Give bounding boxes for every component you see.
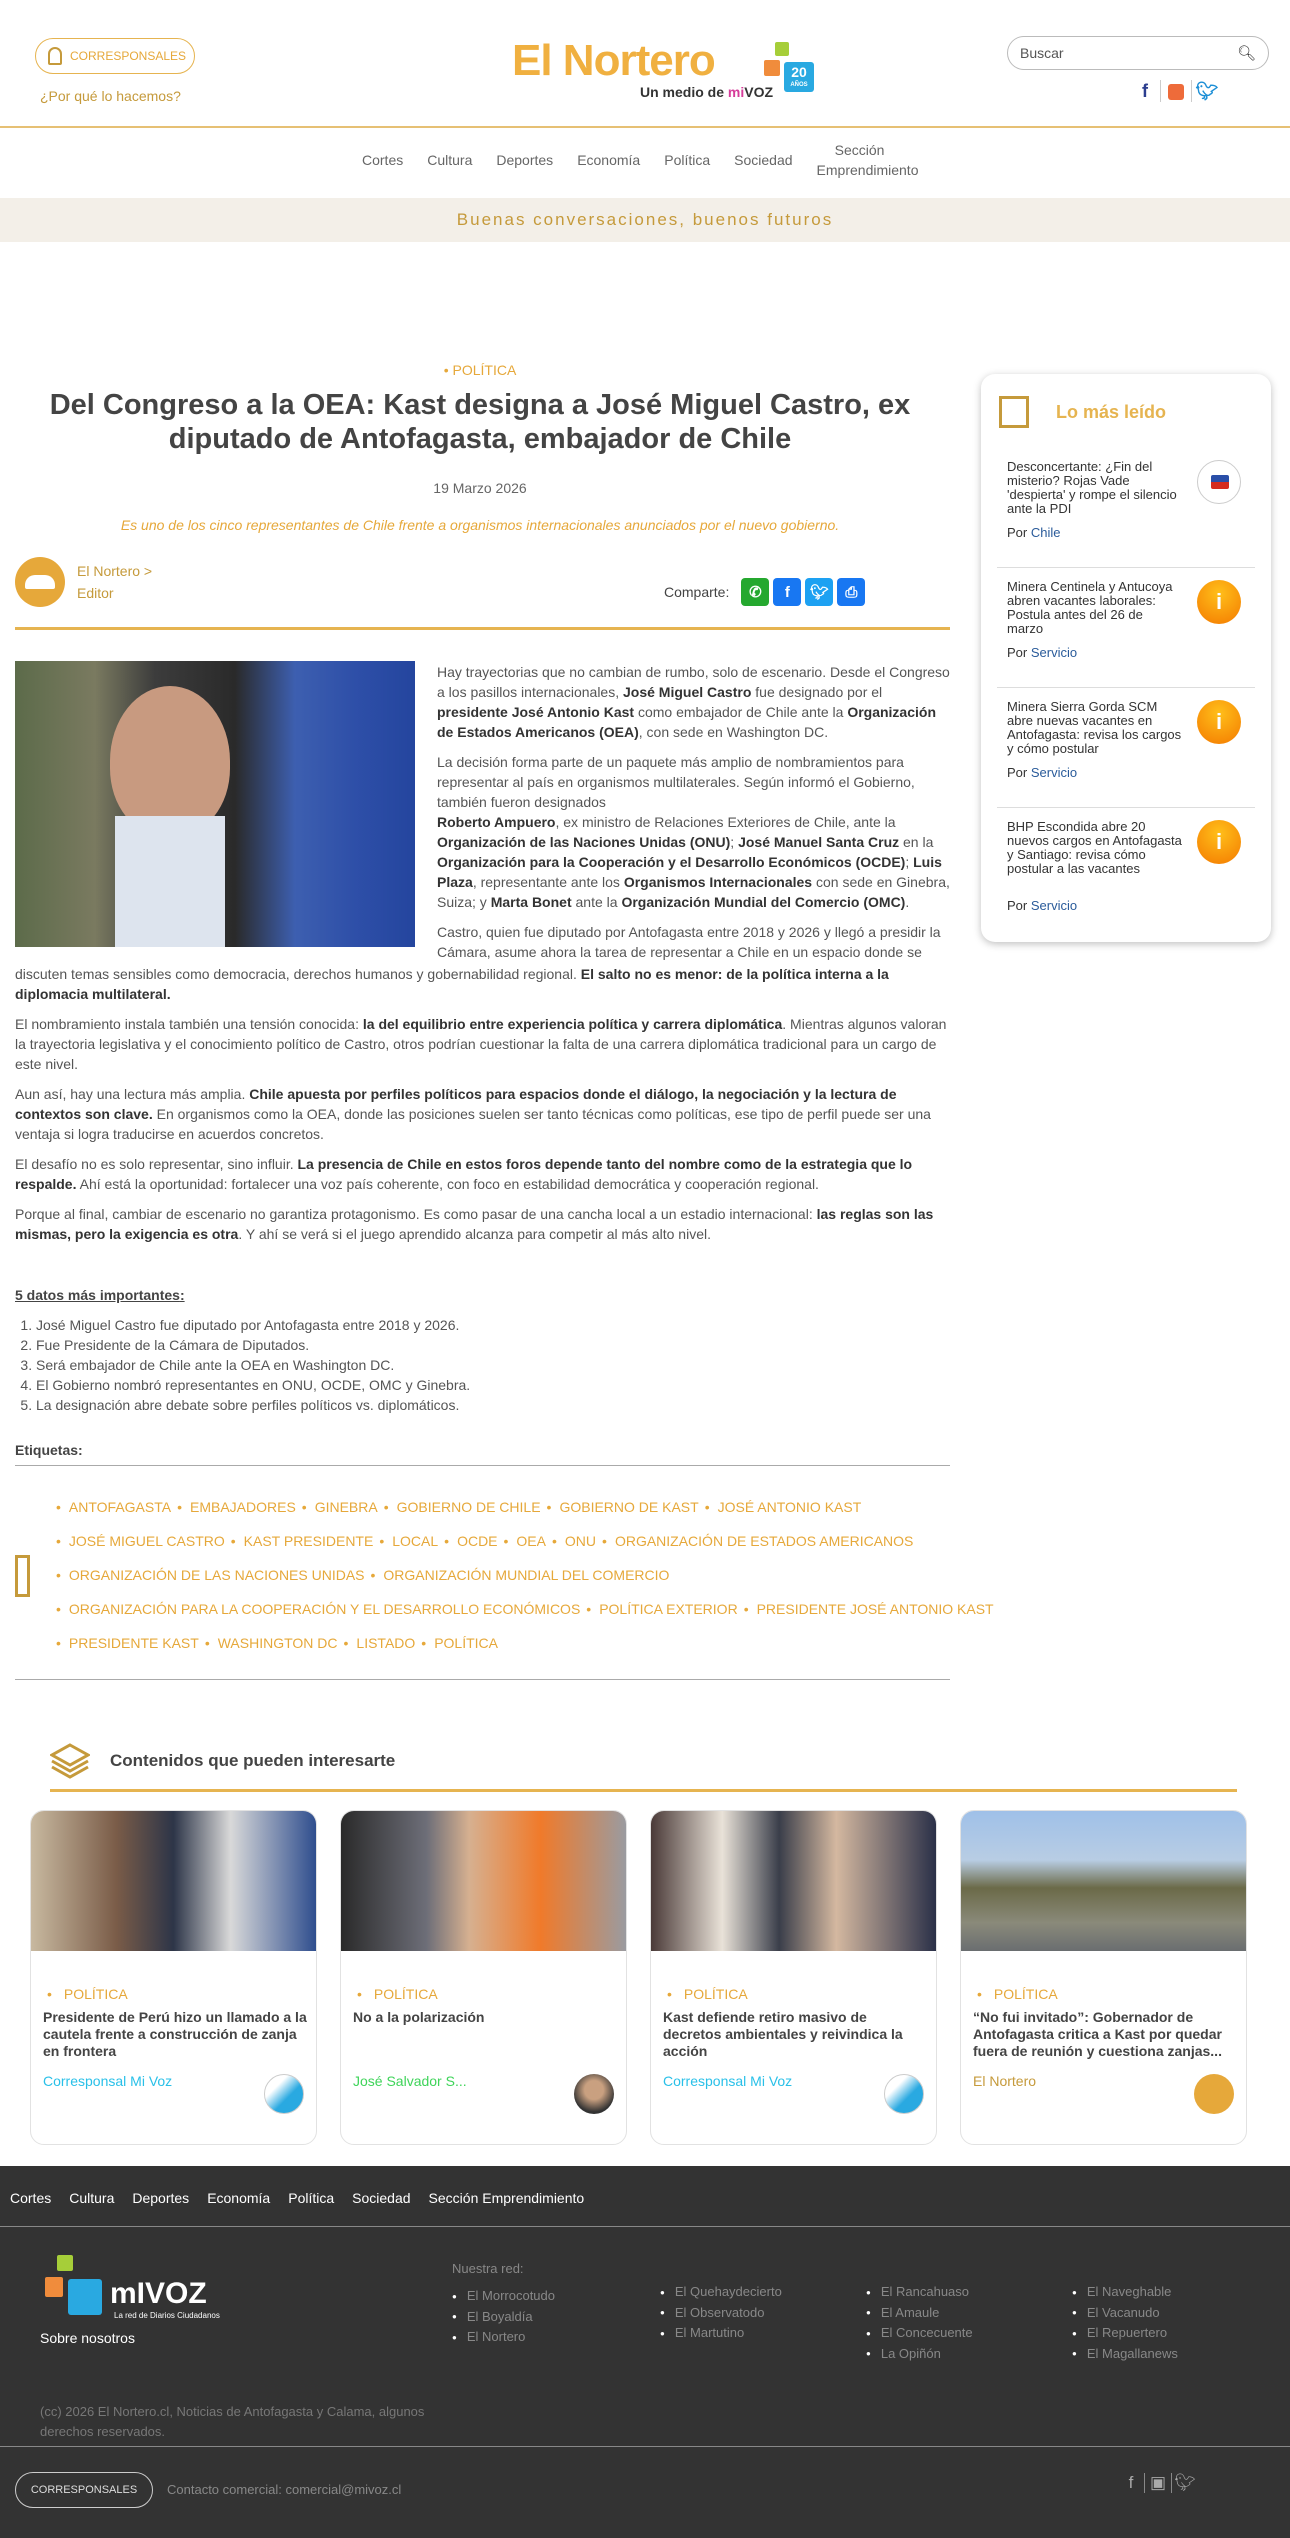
author-block [15, 557, 152, 607]
related-heading: Contenidos que pueden interesarte [110, 1751, 396, 1770]
info-icon: i [1197, 820, 1241, 864]
about-link[interactable]: Sobre nosotros [40, 2330, 135, 2346]
footer-nav-emprendimiento[interactable]: Sección Emprendimiento [428, 2190, 585, 2206]
info-icon: i [1197, 580, 1241, 624]
network-column [452, 2286, 555, 2348]
search-input[interactable]: Buscar [1020, 45, 1064, 61]
item-title[interactable]: Minera Sierra Gorda SCM abre nuevas vacantes en Antofagasta: revisa los cargos y cómo postular [1007, 699, 1182, 756]
logo-bubble-green [775, 42, 789, 56]
tag-link[interactable]: • POLÍTICA [421, 1635, 498, 1651]
card-author[interactable]: Corresponsal Mi Voz [43, 2073, 173, 2089]
related-card[interactable] [30, 1810, 317, 2145]
tag-link[interactable]: • LOCAL [379, 1533, 438, 1549]
card-category[interactable]: • POLÍTICA [47, 1986, 128, 2002]
facebook-icon[interactable]: f [1142, 80, 1148, 101]
search-box[interactable] [1007, 36, 1269, 70]
tags-list [56, 1490, 994, 1660]
why-link[interactable]: ¿Por qué lo hacemos? [40, 88, 181, 104]
item-author[interactable]: Chile [1030, 525, 1061, 540]
facts-heading: 5 datos más importantes: [15, 1287, 185, 1303]
whatsapp-share-button[interactable]: ✆ [741, 578, 769, 606]
card-image [31, 1811, 316, 1951]
mivoz-avatar [264, 2074, 304, 2114]
tag-link[interactable]: • LISTADO [344, 1635, 416, 1651]
item-title[interactable]: Desconcertante: ¿Fin del misterio? Rojas Vade 'despierta' y rompe el silencio ante la PDI [1007, 459, 1177, 516]
tags-label: Etiquetas: [15, 1442, 83, 1458]
newspaper-icon [999, 396, 1029, 428]
network-link[interactable]: El Concecuente [880, 2325, 973, 2341]
tag-link[interactable]: • ORGANIZACIÓN DE LAS NACIONES UNIDAS [56, 1567, 365, 1583]
most-read-title: Lo más leído [1056, 402, 1167, 422]
article-body-intro: Hay trayectorias que no cambian de rumbo, solo de escenario. Desde el Congreso a los pasillos internacionales, José Miguel Castro fue designado por el presidente José Antonio Kast como embajador de Chile ante la Organización de Estados Americanos (OEA), con sede en Washington DC. La decisión forma parte de un paquete más amplio de nombramientos para representar al país en organismos multilaterales. Según informó el Gobierno, también fueron designados Roberto Ampuero, ex ministro de Relaciones Exteriores de Chile, ante la Organización de las Naciones Unidas (ONU); José Manuel Santa Cruz en la Organización para la Cooperación y el Desarrollo Económicos (OCDE); Luis Plaza, representante ante los Organismos Internacionales con sede en Ginebra, Suiza; y Marta Bonet ante la Organización Mundial del Comercio (OMC). Castro, quien fue diputado por Antofagasta entre 2018 y 2026 y llegó a presidir la Cámara, asume ahora la tarea de representar a Chile en un espacio donde se [437, 664, 950, 960]
site-logo[interactable] [512, 36, 822, 108]
author-role: Editor [77, 585, 114, 601]
nav-cultura[interactable]: Cultura [427, 152, 473, 168]
twitter-share-button[interactable]: 🐦︎ [805, 578, 833, 606]
footer-social-links [1118, 2473, 1198, 2493]
network-label: Nuestra red: [452, 2261, 524, 2276]
author-avatar [574, 2074, 614, 2114]
fact-item: 1. José Miguel Castro fue diputado por Antofagasta entre 2018 y 2026. [36, 1315, 470, 1335]
most-read-item[interactable]: BHP Escondida abre 20 nuevos cargos en Antofagasta y Santiago: revisa cómo postular a las vacantes Por Servicio i [997, 820, 1255, 928]
tag-link[interactable]: • OEA [504, 1533, 546, 1549]
related-card[interactable] [960, 1810, 1247, 2145]
tag-link[interactable]: • GINEBRA [302, 1499, 378, 1515]
article-divider [15, 627, 950, 630]
item-title[interactable]: BHP Escondida abre 20 nuevos cargos en Antofagasta y Santiago: revisa cómo postular a las vacantes [1007, 819, 1182, 876]
chile-flag-icon [1197, 460, 1241, 504]
logo-bubble-orange [764, 60, 780, 76]
network-column [1072, 2282, 1178, 2364]
header-divider [0, 126, 1290, 128]
info-icon: i [1197, 700, 1241, 744]
network-column [660, 2282, 782, 2344]
most-read-item[interactable]: Minera Centinela y Antucoya abren vacantes laborales: Postula antes del 26 de marzo Por Servicio i [997, 580, 1255, 688]
print-button[interactable]: ⎙ [837, 578, 865, 606]
network-column [866, 2282, 973, 2364]
tag-link[interactable]: • POLÍTICA EXTERIOR [586, 1601, 737, 1617]
tag-link[interactable]: • ORGANIZACIÓN DE ESTADOS AMERICANOS [602, 1533, 913, 1549]
nav-emprendimiento[interactable]: Sección Emprendimiento [816, 142, 919, 178]
tag-link[interactable]: • EMBAJADORES [177, 1499, 296, 1515]
nav-deportes[interactable]: Deportes [496, 152, 554, 168]
most-read-item[interactable]: Minera Sierra Gorda SCM abre nuevas vacantes en Antofagasta: revisa los cargos y cómo postular Por Servicio i [997, 700, 1255, 808]
nav-cortes[interactable]: Cortes [362, 152, 404, 168]
layers-icon [50, 1743, 90, 1779]
tag-link[interactable]: • OCDE [444, 1533, 497, 1549]
network-link[interactable]: El Repuertero [1086, 2325, 1168, 2341]
network-link[interactable]: El Nortero [466, 2329, 526, 2345]
tag-link[interactable]: • ANTOFAGASTA [56, 1499, 171, 1515]
card-category[interactable]: • POLÍTICA [977, 1986, 1058, 2002]
footer-nav-economia[interactable]: Economía [207, 2190, 271, 2206]
footer-nav [10, 2190, 584, 2206]
footer-corresponsales-button[interactable]: CORRESPONSALES [15, 2472, 153, 2508]
card-category[interactable]: • POLÍTICA [357, 1986, 438, 2002]
network-link[interactable]: El Vacanudo [1086, 2304, 1160, 2320]
card-image [651, 1811, 936, 1951]
footer-nav-sociedad[interactable]: Sociedad [352, 2190, 411, 2206]
tags-icon [15, 1555, 30, 1597]
tag-link[interactable]: • PRESIDENTE JOSÉ ANTONIO KAST [744, 1601, 994, 1617]
card-author[interactable]: El Nortero [973, 2073, 1037, 2089]
item-author[interactable]: Servicio [1030, 645, 1078, 660]
article-body: discuten temas sensibles como democracia, derechos humanos y gobernabilidad regional. El salto no es menor: de la política interna a la diplomacia multilateral. El nombramiento instala también una tensión conocida: la del equilibrio entre experiencia política y carrera diplomática. Mientras algunos valoran la trayectoria legislativa y el conocimiento político de Castro, otros podrían cuestionar la falta de una carrera diplomática tradicional para un cargo de este nivel. Aun así, hay una lectura más amplia. Chile apuesta por perfiles políticos para espacios donde el diálogo, la negociación y la lectura de contextos son clave. En organismos como la OEA, donde las posiciones suelen ser tanto técnicas como políticas, ese tipo de perfil puede ser una ventaja si logra traducirse en acuerdos concretos. El desafío no es solo representar, sino influir. La presencia de Chile en estos foros depende tanto del nombre como de la estrategia que lo respalde. Ahí está la oportunidad: fortalecer una voz país coherente, con foco en estabilidad democrática y cooperación regional. Porque al final, cambiar de escenario no garantiza protagonismo. Es como pasar de una cancha local a un estadio internacional: las reglas son las mismas, pero la exigencia es otra. Y ahí se verá si el juego aprendido alcanza para competir al más alto nivel. [15, 966, 947, 1242]
network-link[interactable]: El Observatodo [674, 2304, 765, 2320]
most-read-item[interactable]: Desconcertante: ¿Fin del misterio? Rojas Vade 'despierta' y rompe el silencio ante la PDI Por Chile [997, 460, 1255, 568]
twitter-icon[interactable]: 🐦︎ [1174, 2473, 1196, 2492]
card-title[interactable]: Kast defiende retiro masivo de decretos ambientales y reivindica la acción [663, 2009, 903, 2059]
corresponsales-label: CORRESPONSALES [70, 49, 187, 63]
card-author[interactable]: Corresponsal Mi Voz [663, 2073, 793, 2089]
logo-title: El Nortero [512, 36, 715, 85]
card-title[interactable]: Presidente de Perú hizo un llamado a la cautela frente a construcción de zanja en frontera [43, 2009, 307, 2059]
fact-item: 2. Fue Presidente de la Cámara de Diputados. [36, 1335, 470, 1355]
tag-link[interactable]: • PRESIDENTE KAST [56, 1635, 199, 1651]
el-nortero-avatar [1194, 2074, 1234, 2114]
nav-sociedad[interactable]: Sociedad [734, 152, 793, 168]
most-read-panel [981, 374, 1271, 942]
footer-nav-deportes[interactable]: Deportes [132, 2190, 190, 2206]
search-icon[interactable]: 🔍︎ [1236, 45, 1256, 62]
tag-link[interactable]: • JOSÉ ANTONIO KAST [705, 1499, 862, 1515]
network-link[interactable]: El Boyaldía [466, 2308, 533, 2324]
card-category[interactable]: • POLÍTICA [667, 1986, 748, 2002]
tag-link[interactable]: • GOBIERNO DE CHILE [384, 1499, 541, 1515]
commercial-contact[interactable]: Contacto comercial: comercial@mivoz.cl [167, 2482, 402, 2497]
network-link[interactable]: El Rancahuaso [880, 2284, 970, 2299]
footer-divider [0, 2226, 1290, 2227]
article-title: Del Congreso a la OEA: Kast designa a José Miguel Castro, ex diputado de Antofagasta, embajador de Chile [49, 389, 911, 455]
nav-economia[interactable]: Economía [577, 152, 641, 168]
author-name[interactable]: El Nortero > [77, 563, 153, 579]
tag-link[interactable]: • WASHINGTON DC [205, 1635, 338, 1651]
card-title[interactable]: No a la polarización [353, 2009, 485, 2025]
article-date: 19 Marzo 2026 [433, 480, 527, 496]
share-bar [664, 578, 865, 606]
tag-link[interactable]: • KAST PRESIDENTE [231, 1533, 374, 1549]
tag-link[interactable]: • GOBIERNO DE KAST [547, 1499, 699, 1515]
card-author[interactable]: José Salvador S... [353, 2073, 467, 2089]
tag-link[interactable]: • ORGANIZACIÓN PARA LA COOPERACIÓN Y EL DESARROLLO ECONÓMICOS [56, 1601, 580, 1617]
tags-divider [15, 1465, 950, 1466]
item-author[interactable]: Servicio [1030, 765, 1078, 780]
network-link[interactable]: El Morrocotudo [466, 2288, 555, 2303]
network-link[interactable]: El Magallanews [1086, 2345, 1178, 2361]
network-link[interactable]: El Naveghable [1086, 2284, 1172, 2299]
article-lead: Es uno de los cinco representantes de Chile frente a organismos internacionales anunciados por el nuevo gobierno. [120, 517, 840, 533]
network-link[interactable]: La Opiñón [880, 2345, 941, 2361]
fact-item: 3. Será embajador de Chile ante la OEA en Washington DC. [36, 1355, 470, 1375]
copyright: (cc) 2026 El Nortero.cl, Noticias de Antofagasta y Calama, algunos derechos reservados. [40, 2404, 425, 2439]
related-card[interactable] [340, 1810, 627, 2145]
card-image [341, 1811, 626, 1951]
article-category[interactable]: • POLÍTICA [443, 362, 517, 378]
tag-link[interactable]: • ONU [552, 1533, 596, 1549]
author-avatar[interactable] [15, 557, 65, 607]
footer-nav-politica[interactable]: Política [288, 2190, 335, 2206]
card-title[interactable]: “No fui invitado”: Gobernador de Antofagasta critica a Kast por quedar fuera de reunión y cuestiona zanjas... [973, 2009, 1222, 2059]
tag-link[interactable]: • JOSÉ MIGUEL CASTRO [56, 1533, 225, 1549]
facts-list [20, 1315, 470, 1415]
footer-nav-cortes[interactable]: Cortes [10, 2190, 52, 2206]
twitter-icon[interactable]: 🐦︎ [1195, 80, 1219, 101]
network-link[interactable]: El Martutino [674, 2325, 745, 2341]
network-link[interactable]: El Quehaydecierto [674, 2284, 782, 2299]
related-card[interactable] [650, 1810, 937, 2145]
fact-item: 4. El Gobierno nombró representantes en ONU, OCDE, OMC y Ginebra. [36, 1375, 470, 1395]
reporter-icon [48, 47, 62, 65]
mivoz-avatar [884, 2074, 924, 2114]
share-label: Comparte: [664, 584, 730, 600]
nav-politica[interactable]: Política [664, 152, 711, 168]
corresponsales-button[interactable] [35, 38, 195, 74]
header-social-links [1130, 80, 1222, 102]
footer-nav-cultura[interactable]: Cultura [69, 2190, 115, 2206]
footer-divider-bottom [0, 2446, 1290, 2447]
mivoz-logo[interactable]: mIVOZ La red de Diarios Ciudadanos [40, 2255, 240, 2325]
instagram-icon[interactable] [1161, 81, 1191, 102]
logo-subtitle: Un medio de miVOZ [640, 84, 774, 100]
facebook-share-button[interactable]: f [773, 578, 801, 606]
tagline-banner: Buenas conversaciones, buenos futuros [0, 198, 1290, 242]
related-divider [50, 1789, 1237, 1792]
tags-bottom-divider [15, 1679, 950, 1680]
article-photo [15, 661, 415, 947]
instagram-icon[interactable]: ▣ [1149, 2473, 1167, 2492]
facebook-icon[interactable]: f [1128, 2473, 1134, 2492]
network-link[interactable]: El Amaule [880, 2304, 940, 2320]
anniversary-badge: 20 AÑOS [784, 62, 814, 92]
item-title[interactable]: Minera Centinela y Antucoya abren vacantes laborales: Postula antes del 26 de marzo [1007, 579, 1173, 636]
item-author[interactable]: Servicio [1030, 898, 1078, 913]
fact-item: 5. La designación abre debate sobre perfiles políticos vs. diplomáticos. [36, 1395, 470, 1415]
main-nav [350, 140, 919, 180]
card-image [961, 1811, 1246, 1951]
tag-link[interactable]: • ORGANIZACIÓN MUNDIAL DEL COMERCIO [371, 1567, 670, 1583]
